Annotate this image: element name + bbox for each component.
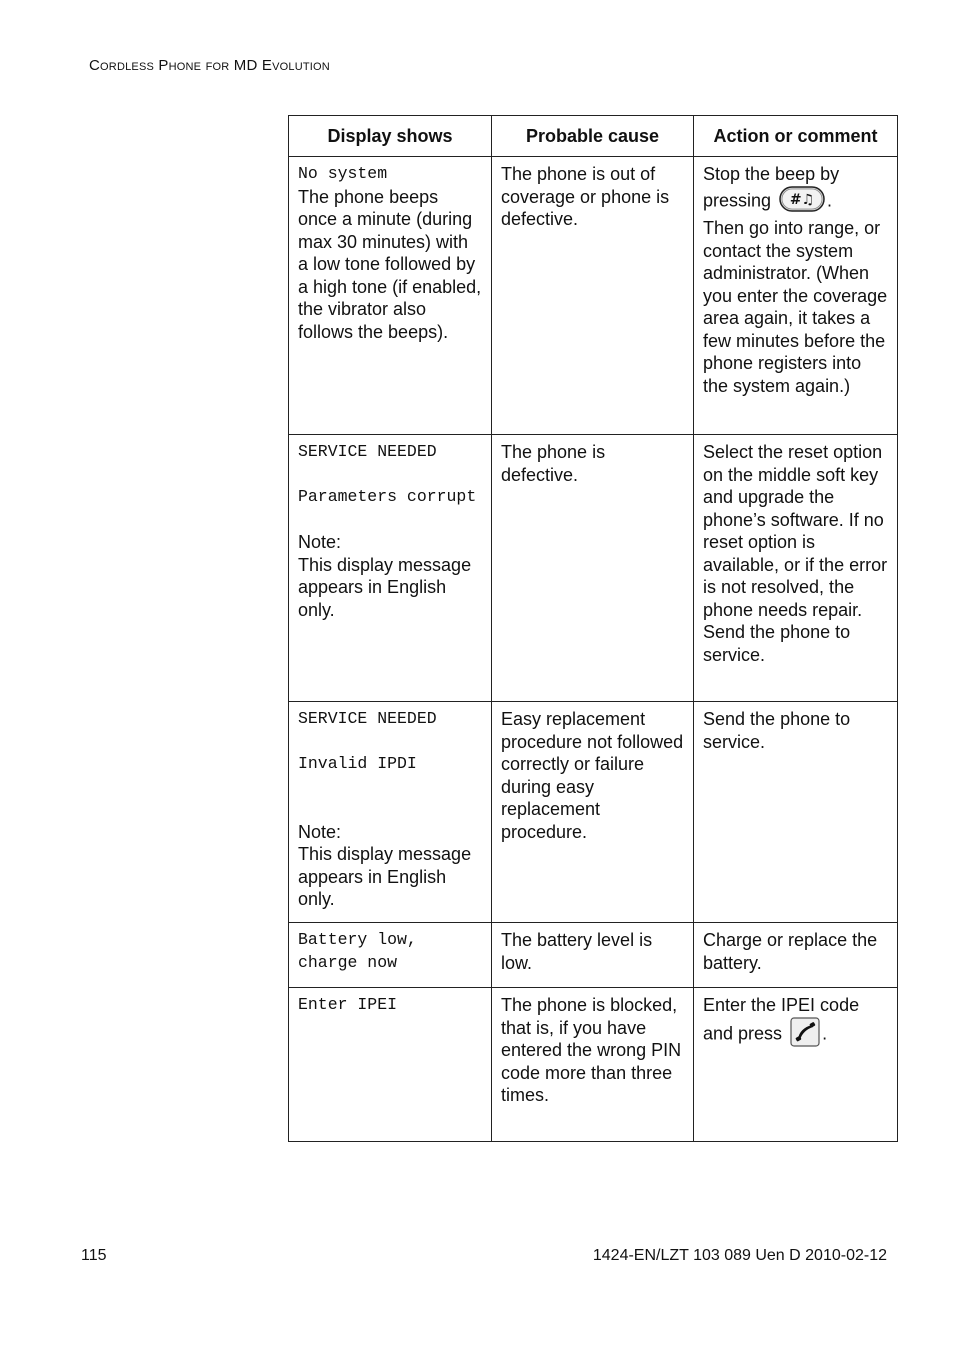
cause-cell: The phone is blocked, that is, if you have entered the wrong PIN code more than three times. <box>492 988 694 1142</box>
action-text-continued: and press <box>703 1023 783 1043</box>
action-text: Select the reset option on the middle soft key and upgrade the phone’s software. If no reset option is available, or if the error is not resolved, the phone needs repair. <box>703 442 888 620</box>
table-row <box>289 435 898 702</box>
document-reference: 1424-EN/LZT 103 089 Uen D 2010-02-12 <box>592 1247 887 1264</box>
cause-cell: The battery level is low. <box>492 923 694 988</box>
table-row <box>289 988 898 1142</box>
action-cell: Stop the beep by pressing #♫ . Then go into range, or contact the system administrator. (When you enter the coverage area again, it takes a few minutes before the phone registers into the system again.) <box>694 157 898 435</box>
action-text: Stop the beep by pressing <box>703 164 840 210</box>
running-header: Cordless Phone for MD Evolution <box>89 57 330 74</box>
action-cell: Send the phone to service. <box>694 702 898 923</box>
display-code-detail: Parameters corrupt <box>298 487 477 506</box>
table-row <box>289 923 898 988</box>
display-code-detail: charge now <box>298 952 398 972</box>
svg-text:#♫: #♫ <box>789 191 815 208</box>
column-header-probable-cause: Probable cause <box>492 116 694 157</box>
display-code: SERVICE NEEDED <box>298 709 437 728</box>
display-code: Enter IPEI <box>298 995 398 1014</box>
cause-cell: Easy replacement procedure not followed correctly or failure during easy replacement procedure. <box>492 702 694 923</box>
display-cell <box>289 702 492 923</box>
display-cell <box>289 435 492 702</box>
cause-cell: The phone is defective. <box>492 435 694 702</box>
display-cell <box>289 157 492 435</box>
troubleshooting-table <box>288 115 898 1142</box>
note-text: This display message appears in English only. <box>298 844 472 909</box>
action-text-end: . <box>822 1023 828 1043</box>
display-code: SERVICE NEEDED <box>298 442 437 461</box>
page-number: 115 <box>81 1247 107 1264</box>
display-cell <box>289 988 492 1142</box>
cause-cell: The phone is out of coverage or phone is defective. <box>492 157 694 435</box>
table-header-row <box>289 116 898 157</box>
action-cell <box>694 435 898 702</box>
action-cell <box>694 988 898 1142</box>
table-row <box>289 157 898 435</box>
display-code: No system <box>298 164 388 183</box>
note-text: This display message appears in English only. <box>298 554 472 620</box>
action-text-continued: Send the phone to service. <box>703 622 851 665</box>
display-cell <box>289 923 492 988</box>
hash-music-key-icon <box>779 186 825 218</box>
table-row <box>289 702 898 923</box>
note-label: Note: <box>298 821 342 842</box>
call-key-icon <box>790 1017 820 1053</box>
display-code-detail: Invalid IPDI <box>298 754 417 773</box>
action-cell: Charge or replace the battery. <box>694 923 898 988</box>
action-text: Enter the IPEI code <box>703 995 860 1015</box>
action-text-continued: Then go into range, or contact the system administrator. (When you enter the coverage area again, it takes a few minutes before the phone registers into the system again.) <box>703 218 888 396</box>
column-header-display-shows: Display shows <box>289 116 492 157</box>
column-header-action-or-comment: Action or comment <box>694 116 898 157</box>
display-code: Battery low, <box>298 930 417 949</box>
display-description: The phone beeps once a minute (during max 30 minutes) with a low tone followed by a high tone (if enabled, the vibrator also follows the beeps). <box>298 186 482 342</box>
note-label: Note: <box>298 532 342 552</box>
